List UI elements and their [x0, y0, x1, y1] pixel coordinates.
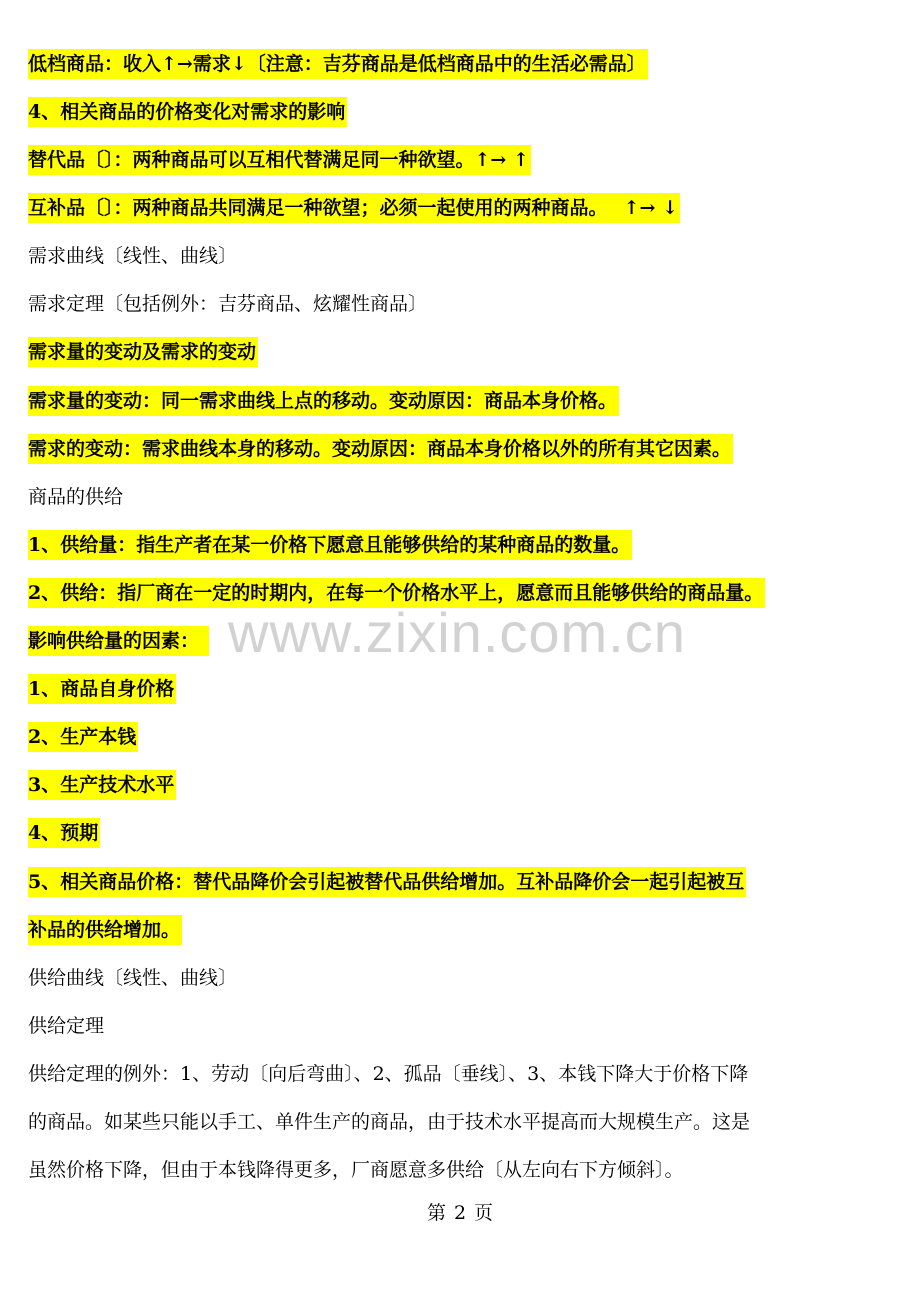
text-line-complements: 互补品〔〕：两种商品共同满足一种欲望；必须一起使用的两种商品。 ↑→ ↓	[28, 193, 680, 223]
heading-demand-changes: 需求量的变动及需求的变动	[28, 337, 258, 367]
list-item-related-prices-continued: 补品的供给增加。	[28, 915, 182, 945]
text-line-quantity-demanded-change: 需求量的变动：同一需求曲线上点的移动。变动原因：商品本身价格。	[28, 386, 619, 416]
page-number: 2	[453, 1202, 467, 1224]
text-line-supply-law-exceptions: 供给定理的例外：1、劳动〔向后弯曲〕、2、孤品〔垂线〕、3、本钱下降大于价格下降	[28, 1063, 749, 1085]
heading-supply-factors: 影响供给量的因素：	[28, 626, 209, 656]
text-line-demand-law: 需求定理〔包括例外：吉芬商品、炫耀性商品〕	[28, 293, 428, 315]
list-item-related-prices: 5、相关商品价格：替代品降价会引起被替代品供给增加。互补品降价会一起引起被互	[28, 867, 746, 897]
list-item-production-cost: 2、生产本钱	[28, 722, 138, 752]
list-item-expectations: 4、预期	[28, 818, 100, 848]
text-line-substitutes: 替代品〔〕：两种商品可以互相代替满足同一种欲望。↑→ ↑	[28, 145, 531, 175]
watermark: www.zixin.com.cn	[228, 601, 686, 664]
text-line-quantity-supplied: 1、供给量：指生产者在某一价格下愿意且能够供给的某种商品的数量。	[28, 530, 632, 560]
text-line-supply-law-exceptions-3: 虽然价格下降，但由于本钱降得更多，厂商愿意多供给〔从左向右下方倾斜〕。	[28, 1159, 684, 1181]
text-line-supply-curve: 供给曲线〔线性、曲线〕	[28, 967, 238, 989]
text-line-demand-curve: 需求曲线〔线性、曲线〕	[28, 245, 238, 267]
text-line-supply-law: 供给定理	[28, 1015, 105, 1037]
list-item-technology: 3、生产技术水平	[28, 770, 176, 800]
text-line-supply-law-exceptions-2: 的商品。如某些只能以手工、单件生产的商品，由于技术水平提高而大规模生产。这是	[28, 1111, 751, 1133]
heading-supply: 商品的供给	[28, 486, 124, 508]
list-item-own-price: 1、商品自身价格	[28, 674, 176, 704]
text-line-inferior-goods: 低档商品：收入↑→需求↓〔注意：吉芬商品是低档商品中的生活必需品〕	[28, 49, 648, 79]
footer-prefix: 第	[426, 1202, 446, 1224]
text-line-supply-definition: 2、供给：指厂商在一定的时期内，在每一个价格水平上，愿意而且能够供给的商品量。	[28, 578, 765, 608]
heading-related-goods-price: 4、相关商品的价格变化对需求的影响	[28, 97, 347, 127]
text-line-demand-change: 需求的变动：需求曲线本身的移动。变动原因：商品本身价格以外的所有其它因素。	[28, 434, 733, 464]
page-footer	[0, 1198, 920, 1228]
footer-suffix: 页	[474, 1202, 494, 1224]
